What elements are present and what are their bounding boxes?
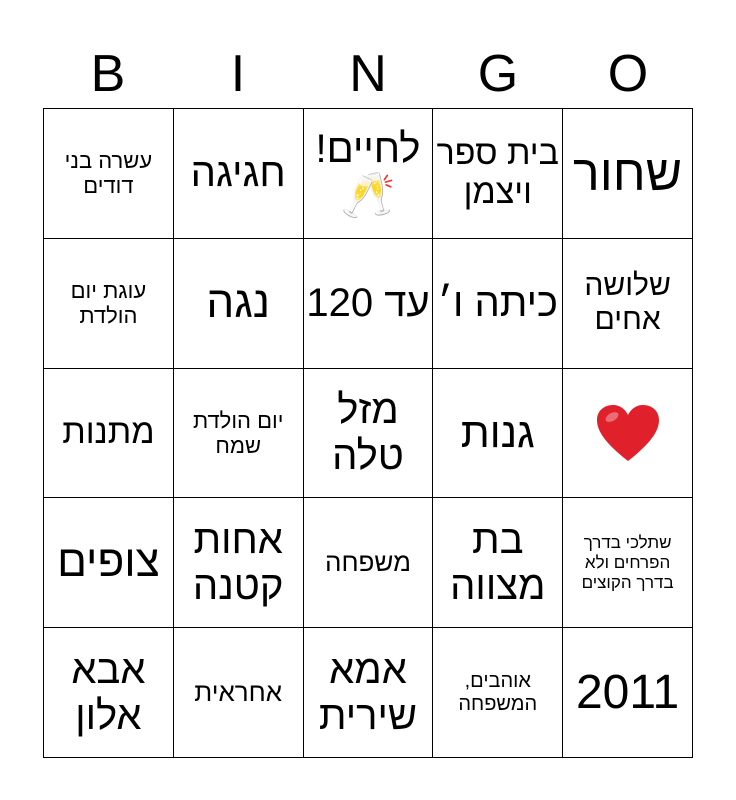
cell-text: בית ספר ויצמן — [436, 134, 559, 212]
cell-text: גנות — [460, 408, 535, 456]
cell-text: חגיגה — [190, 151, 286, 196]
bingo-cell[interactable] — [433, 628, 563, 758]
heart-icon — [595, 403, 661, 463]
bingo-cell[interactable] — [174, 628, 304, 758]
bingo-cell[interactable] — [174, 498, 304, 628]
cell-text: לחיים! — [315, 127, 421, 172]
bingo-cell[interactable] — [44, 369, 174, 499]
cell-text: אבא אלון — [71, 647, 146, 738]
cell-text: יום הולדת שמח — [192, 407, 284, 458]
cell-text: נגה — [206, 277, 271, 327]
bingo-cell[interactable] — [304, 239, 434, 369]
bingo-header — [43, 40, 693, 108]
cell-text: שתלכי בדרך הפרחים ולא בדרך הקוצים — [581, 533, 674, 592]
header-letter-o: O — [607, 45, 649, 103]
header-letter-n: N — [349, 45, 387, 103]
header-letter-g: G — [477, 45, 519, 103]
bingo-cell[interactable] — [433, 498, 563, 628]
cell-text: עוגת יום הולדת — [70, 277, 147, 329]
bingo-cell[interactable] — [433, 109, 563, 239]
cell-text: כיתה ו׳ — [437, 281, 559, 326]
cell-text: מזל טלה — [332, 387, 404, 478]
cell-text: שחור — [573, 144, 683, 201]
bingo-cell[interactable] — [304, 109, 434, 239]
cell-text: בת מצווה — [450, 517, 546, 608]
bingo-cell[interactable] — [563, 369, 693, 499]
cell-text: עד 120 — [306, 281, 430, 326]
cell-text: אחות קטנה — [192, 517, 284, 608]
header-letter-i: I — [230, 45, 246, 103]
bingo-cell[interactable] — [563, 498, 693, 628]
bingo-cell[interactable] — [174, 109, 304, 239]
bingo-cell[interactable] — [304, 369, 434, 499]
cheers-icon: 🥂 — [340, 171, 396, 221]
header-letter-b: B — [90, 45, 126, 103]
cell-text: צופים — [57, 537, 160, 587]
bingo-grid — [43, 108, 693, 758]
bingo-cell[interactable] — [44, 239, 174, 369]
bingo-cell[interactable] — [44, 498, 174, 628]
bingo-cell[interactable] — [174, 239, 304, 369]
bingo-cell[interactable] — [304, 628, 434, 758]
bingo-cell[interactable] — [563, 239, 693, 369]
bingo-cell[interactable] — [563, 109, 693, 239]
cell-text: עשרה בני דודים — [64, 148, 153, 199]
cell-text: משפחה — [324, 546, 412, 577]
bingo-cell[interactable] — [174, 369, 304, 499]
bingo-cell[interactable] — [44, 109, 174, 239]
bingo-cell[interactable] — [563, 628, 693, 758]
bingo-cell[interactable] — [44, 628, 174, 758]
cell-text: 2011 — [575, 666, 680, 719]
cell-text: אוהבים, המשפחה — [458, 669, 538, 715]
bingo-cell[interactable] — [304, 498, 434, 628]
cell-text: אמא שירית — [318, 647, 418, 738]
cell-text: אחראית — [194, 676, 283, 707]
cell-text: מתנות — [62, 413, 155, 452]
cell-text: שלושה אחים — [584, 268, 671, 337]
bingo-cell[interactable] — [433, 369, 563, 499]
bingo-cell[interactable] — [433, 239, 563, 369]
